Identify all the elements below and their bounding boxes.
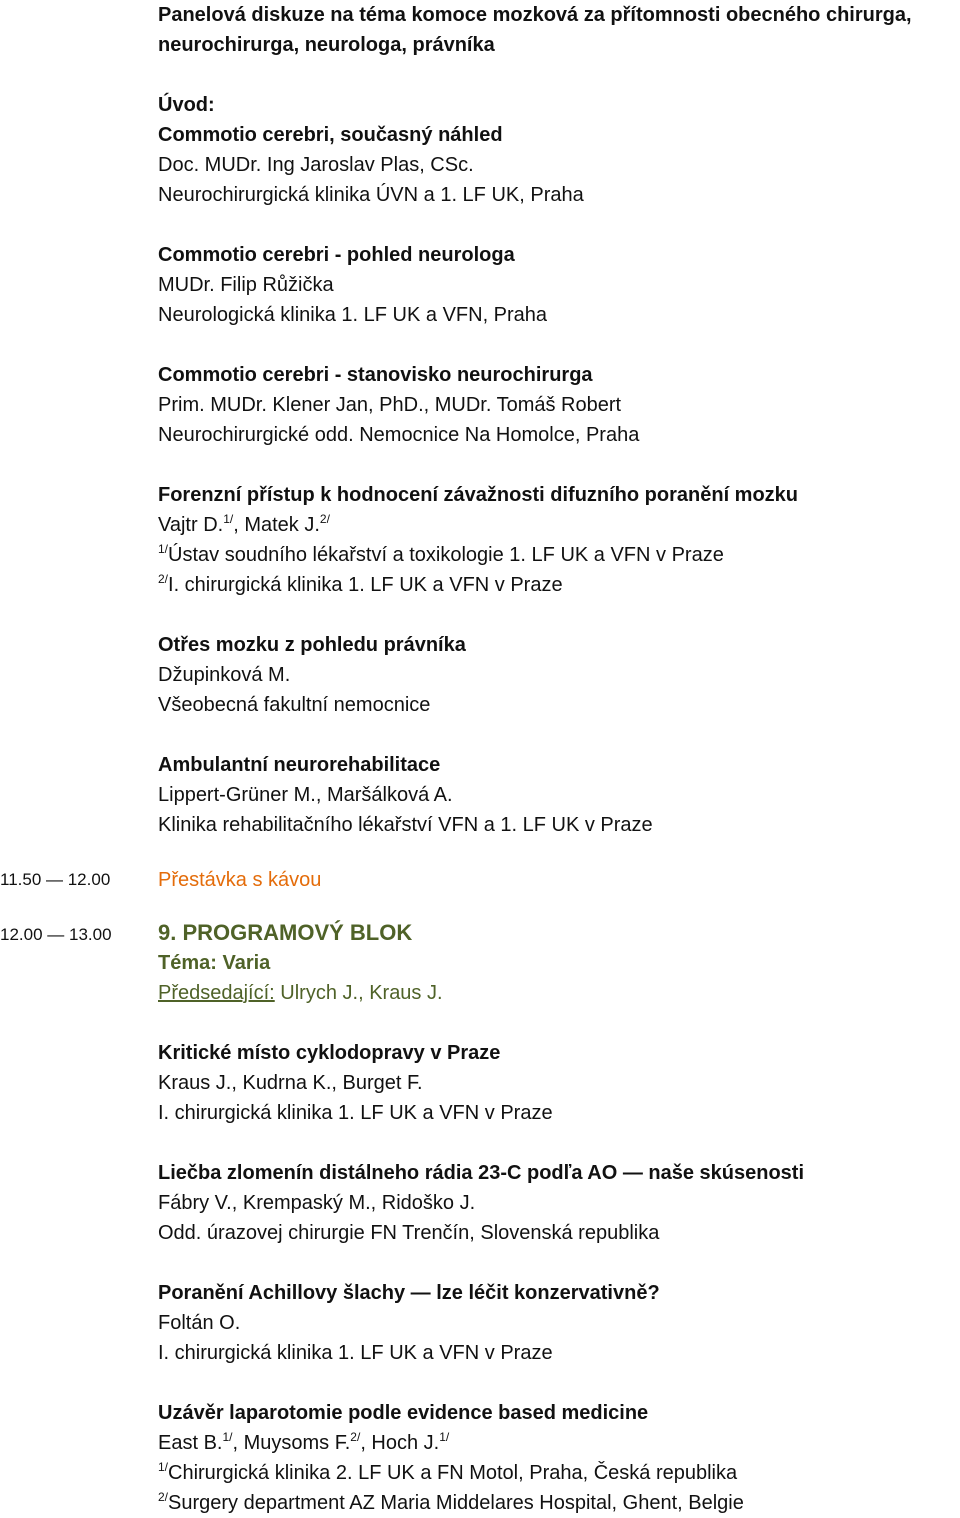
- talk-institution: $^{2/}$Surgery department AZ Maria Middelares Hospital, Ghent, Belgie: [158, 1490, 744, 1514]
- talk-author: Fábry V., Krempaský M., Ridoško J.: [158, 1192, 476, 1214]
- talk-author: Lippert-Grüner M., Maršálková A.: [158, 784, 453, 806]
- panel-title-line2: neurochirurga, neurologa, právníka: [158, 34, 495, 56]
- talk-institution: Neurologická klinika 1. LF UK a VFN, Praha: [158, 304, 548, 326]
- talk-author: MUDr. Filip Růžička: [158, 274, 334, 296]
- break-time: 11.50 — 12.00: [0, 870, 111, 889]
- talk-title: Forenzní přístup k hodnocení závažnosti difuzního poranění mozku: [158, 484, 799, 506]
- talk-institution: Všeobecná fakultní nemocnice: [158, 694, 431, 716]
- break-label: Přestávka s kávou: [158, 869, 322, 891]
- block-time: 12.00 — 13.00: [0, 925, 112, 944]
- program-block-9: [158, 918, 960, 1518]
- talk-author: Džupinková M.: [158, 664, 291, 686]
- talk-title: Commotio cerebri - stanovisko neurochirurga: [158, 364, 593, 386]
- talk-institution: I. chirurgická klinika 1. LF UK a VFN v Praze: [158, 1342, 553, 1364]
- talk-title: Commotio cerebri, současný náhled: [158, 124, 503, 146]
- talk-title: Otřes mozku z pohledu právníka: [158, 634, 466, 656]
- block-chairs: Předsedající: Ulrych J., Kraus J.: [158, 982, 443, 1004]
- talk-institution: Neurochirurgické odd. Nemocnice Na Homolce, Praha: [158, 424, 640, 446]
- block-title: 9. PROGRAMOVÝ BLOK: [158, 920, 413, 945]
- intro-heading: Úvod:: [158, 94, 215, 116]
- talk-author: East B.$^{1/}$, Muysoms F.$^{2/}$, Hoch J.$^{1/}$: [158, 1430, 450, 1454]
- talk-author: Vajtr D.$^{1/}$, Matek J.$^{2/}$: [158, 512, 330, 536]
- talk-institution: $^{1/}$Chirurgická klinika 2. LF UK a FN Motol, Praha, Česká republika: [158, 1460, 738, 1484]
- talk-institution: I. chirurgická klinika 1. LF UK a VFN v Praze: [158, 1102, 553, 1124]
- talk-title: Commotio cerebri - pohled neurologa: [158, 244, 515, 266]
- panel-section: [158, 0, 960, 840]
- talk-title: Ambulantní neurorehabilitace: [158, 754, 441, 776]
- panel-title-line1: Panelová diskuze na téma komoce mozková za přítomnosti obecného chirurga,: [158, 4, 912, 26]
- talk-author: Doc. MUDr. Ing Jaroslav Plas, CSc.: [158, 154, 474, 176]
- talk-title: Poranění Achillovy šlachy — lze léčit konzervativně?: [158, 1282, 660, 1304]
- talk-institution: Odd. úrazovej chirurgie FN Trenčín, Slovenská republika: [158, 1222, 660, 1244]
- talk-institution: $^{2/}$I. chirurgická klinika 1. LF UK a VFN v Praze: [158, 572, 563, 596]
- talk-author: Kraus J., Kudrna K., Burget F.: [158, 1072, 423, 1094]
- talk-author: Foltán O.: [158, 1312, 241, 1334]
- talk-institution: Klinika rehabilitačního lékařství VFN a 1. LF UK v Praze: [158, 814, 653, 836]
- talk-title: Uzávěr laparotomie podle evidence based medicine: [158, 1402, 649, 1424]
- talk-title: Kritické místo cyklodopravy v Praze: [158, 1042, 501, 1064]
- talk-institution: Neurochirurgická klinika ÚVN a 1. LF UK, Praha: [158, 184, 584, 206]
- talk-author: Prim. MUDr. Klener Jan, PhD., MUDr. Tomáš Robert: [158, 394, 622, 416]
- block-theme: Téma: Varia: [158, 952, 271, 974]
- talk-title: Liečba zlomenín distálneho rádia 23-C podľa AO — naše skúsenosti: [158, 1162, 805, 1184]
- talk-institution: $^{1/}$Ústav soudního lékařství a toxikologie 1. LF UK a VFN v Praze: [158, 542, 724, 566]
